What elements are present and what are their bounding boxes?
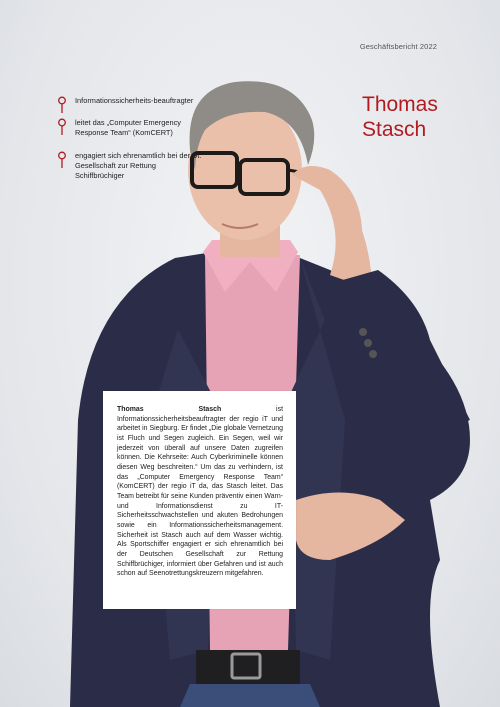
article-lead-name: Thomas Stasch <box>117 406 222 413</box>
bullet-item <box>57 96 207 106</box>
article-text-box <box>103 391 296 609</box>
person-name-heading <box>362 92 438 142</box>
bullet-text: Informationssicherheits-beauftragter <box>75 96 194 105</box>
location-pin-icon <box>57 151 67 169</box>
article-body: ist Informationssicherheitsbeauftragter der regio iT und arbeitet in Siegburg. Er findet „Die globale Vernetzung ist Fluch und Segen zugleich. Ein Segen, weil wir jederzeit von überall auf unsere Daten zugreifen können. Die Kehrseite: Auch Cyberkriminelle können diesen Weg beschreiten.“ Um das zu verhindern, ist das „Computer Emergency Response Team“ (KomCERT) der regio iT da, das Stasch leitet. Das Team betreibt für seine Kunden präventiv einen Warn- und Informationsdienst zu IT-Sicherheitsschwachstellen und akuten Bedrohungen sowie ein Informationssicherheitsmanagement. Sicherheit ist Stasch auch auf dem Wasser wichtig. Als Sportschiffer engagiert er sich ehrenamtlich bei der Deutschen Gesellschaft zur Rettung Schiffbrüchiger, informiert über Gefahren und ist auch schon auf Seenotrettungskreuzern mitgefahren. <box>117 406 283 578</box>
bullet-text: engagiert sich ehrenamtlich bei der Dt. Gesellschaft zur Rettung Schiffbrüchiger <box>75 150 202 181</box>
last-name: Stasch <box>362 118 427 141</box>
location-pin-icon <box>57 118 67 136</box>
article-paragraph <box>117 405 283 579</box>
bullet-item <box>57 118 207 138</box>
first-name: Thomas <box>362 93 438 116</box>
bullet-text: leitet das „Computer Emergency Response Team“ (KomCERT) <box>75 118 181 138</box>
report-year-label: Geschäftsbericht 2022 <box>359 42 437 51</box>
location-pin-icon <box>57 96 67 114</box>
bullet-item <box>57 151 207 182</box>
role-bullet-list <box>57 96 207 193</box>
